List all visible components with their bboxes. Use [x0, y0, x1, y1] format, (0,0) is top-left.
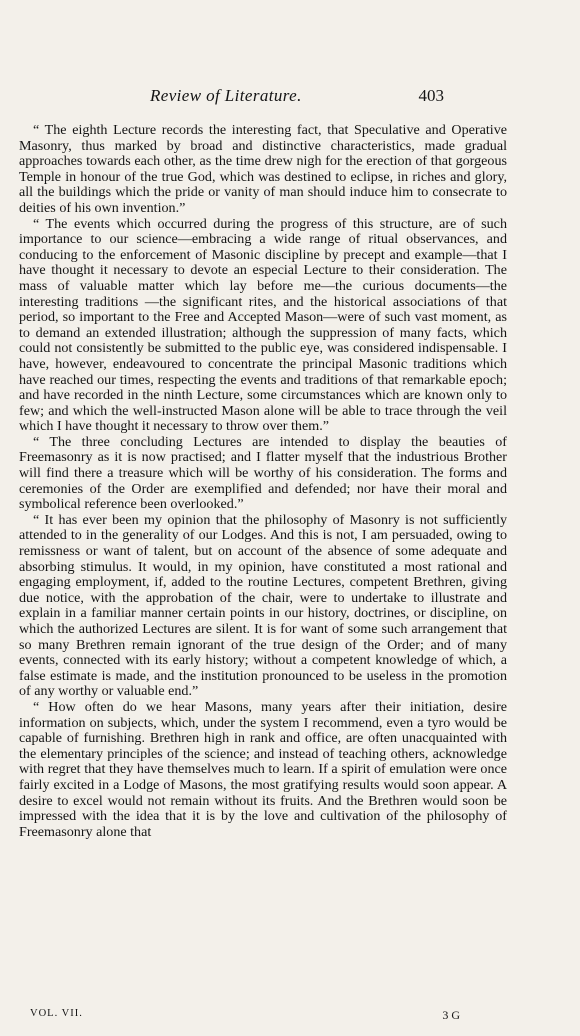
page-footer	[30, 1008, 460, 1024]
paragraph-4: “ It has ever been my opinion that the philosophy of Masonry is not sufficiently attended to in the generality of our Lodges. And this is not, I am persuaded, owing to remissness or want of talent, but on account of the absence of some adequate and absorbing stimulus. It would, in my opinion, have constituted a most rational and engaging employment, if, added to the routine Lectures, competent Brethren, giving due notice, with the approbation of the chair, were to undertake to illustrate and explain in a familiar manner certain points in our history, doctrines, or discipline, on which the authorized Lectures are silent. It is for want of some such arrangement that so many Brethren remain ignorant of the true design of the Order; and of many events, connected with its early history; without a competent knowledge of which, a false estimate is made, and the institution pronounced to be useless in the promotion of any worthy or valuable end.”	[19, 511, 507, 700]
running-title: Review of Literature.	[150, 86, 302, 105]
volume-signature: VOL. VII.	[30, 1008, 83, 1019]
sheet-signature: 3 G	[442, 1008, 460, 1022]
paragraph-2: “ The events which occurred during the progress of this structure, are of such importance to our science—embracing a wide range of ritual observances, and conducing to the enforcement of Masonic discipline by precept and example—that I have thought it necessary to devote an especial Lecture to their consideration. The mass of valuable matter which lay before me—the curious documents—the interesting traditions —the significant rites, and the historical associations of that period, so important to the Free and Accepted Mason—were of such vast moment, as to demand an extended illustration; although the suppression of many facts, which could not consistently be submitted to the public eye, was considered indispensable. I have, however, endeavoured to concentrate the principal Masonic traditions which have reached our times, respecting the events and traditions of that remarkable epoch; and have recorded in the ninth Lecture, some circumstances which are known only to few; and which the well-instructed Mason alone will be able to trace through the veil which I have thought it necessary to throw over them.”	[19, 215, 507, 435]
page-number: 403	[418, 86, 444, 105]
body-text	[19, 123, 507, 840]
paragraph-1: “ The eighth Lecture records the interesting fact, that Speculative and Operative Masonry, thus marked by broad and distinctive characteristics, made gradual approaches towards each other, as the time drew nigh for the erection of that gorgeous Temple in honour of the true God, which was destined to eclipse, in riches and glory, all the buildings which the pride or vanity of man should induce him to consecrate to deities of his own invention.”	[19, 122, 507, 216]
paragraph-3: “ The three concluding Lectures are intended to display the beauties of Freemasonry as it is now practised; and I flatter myself that the industrious Brother will find there a treasure which will be worthy of his consideration. The forms and ceremonies of the Order are exemplified and defended; nor have their moral and symbolical reference been overlooked.”	[19, 433, 507, 513]
paragraph-5: “ How often do we hear Masons, many years after their initiation, desire information on subjects, which, under the system I recommend, even a tyro would be capable of furnishing. Brethren high in rank and office, are often unacquainted with the elementary principles of the science; and instead of teaching others, acknowledge with regret that they have themselves much to learn. If a spirit of emulation were once fairly excited in a Lodge of Masons, the most gratifying results would soon appear. A desire to excel would not remain without its fruits. And the Brethren would soon be impressed with the idea that it is by the love and cultivation of the philosophy of Freemasonry alone that	[19, 698, 507, 840]
page-header	[140, 86, 444, 110]
